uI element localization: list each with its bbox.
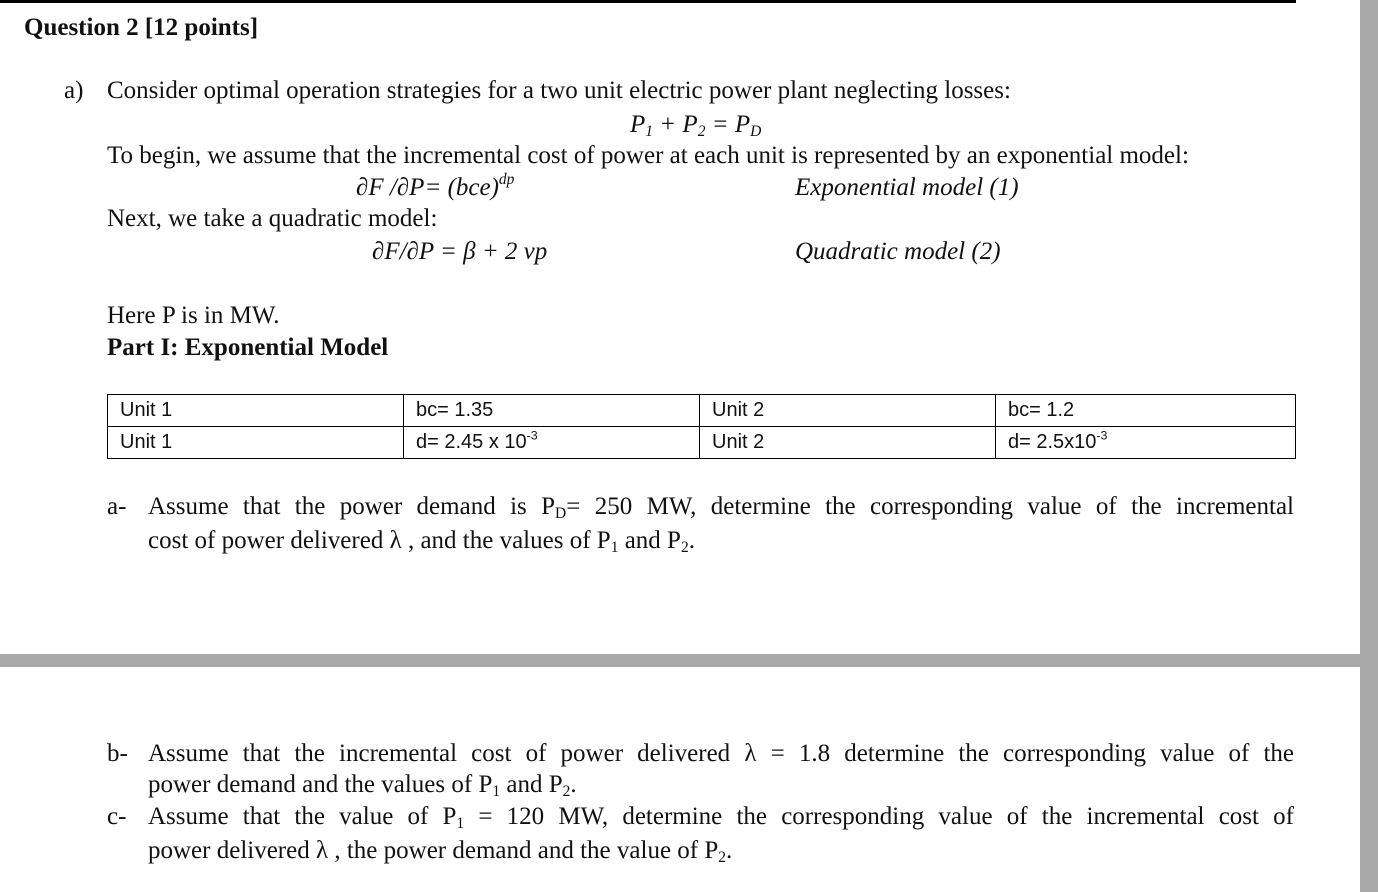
exponential-equation: ∂F /∂P= (bce)$^{dp}$ (356, 171, 515, 201)
units-note: Here P is in MW. (107, 302, 280, 329)
question-b-marker: b- (107, 740, 128, 767)
question-b-line-2: power demand and the values of $P_1$ and $P_2$. (148, 771, 577, 800)
question-c-marker: c- (107, 803, 127, 830)
table-cell: bc= 1.35 (404, 395, 700, 427)
table-cell: d= 2.45 x $10^{-3}$ (404, 427, 700, 459)
question-a-line-1: Assume that the power demand is $P_D= 250$ MW, determine the corresponding value of the incremental (148, 493, 1294, 522)
question-c-line-2: power delivered λ , the power demand and the value of $P_2$. (148, 837, 733, 866)
quadratic-label: Quadratic model (2) (795, 238, 1001, 265)
intro-marker: a) (64, 77, 84, 104)
viewer-gutter (1360, 0, 1378, 892)
table-cell: $d= 2.5x10^{-3}$ (996, 427, 1296, 459)
table-cell: Unit 1 (108, 395, 404, 427)
parameters-table (107, 394, 1296, 459)
quadratic-intro: Next, we take a quadratic model: (107, 205, 438, 232)
part-heading: Part I: Exponential Model (107, 334, 389, 361)
table-cell: bc= 1.2 (996, 395, 1296, 427)
page-separator (0, 654, 1360, 667)
question-b-line-1: Assume that the incremental cost of power delivered λ = 1.8 determine the corresponding value of the (148, 740, 1294, 767)
document-page-2 (0, 667, 1360, 892)
exponential-label: Exponential model (1) (795, 174, 1019, 201)
question-title: Question 2 [12 points] (24, 14, 259, 41)
table-row (108, 427, 1296, 459)
exponential-intro: To begin, we assume that the incremental cost of power at each unit is represented by an exponential model: (107, 142, 1189, 169)
intro-text: Consider optimal operation strategies for a two unit electric power plant neglecting losses: (107, 77, 1011, 104)
balance-equation: $P_1 + P_2 = P_D$ (630, 111, 762, 140)
question-c-line-1: Assume that the value of $P_1 = 120$ MW, determine the corresponding value of the incremental cost of (148, 803, 1294, 832)
table-cell: Unit 2 (700, 427, 996, 459)
table-cell: Unit 2 (700, 395, 996, 427)
table-cell: Unit 1 (108, 427, 404, 459)
top-rule (0, 0, 1296, 3)
question-a-line-2: cost of power delivered λ , and the values of $P_1$ and $P_2$. (148, 527, 695, 556)
question-a-marker: a- (107, 493, 127, 520)
quadratic-equation: ∂F/∂P = β + 2 νp (372, 238, 548, 265)
table-row (108, 395, 1296, 427)
